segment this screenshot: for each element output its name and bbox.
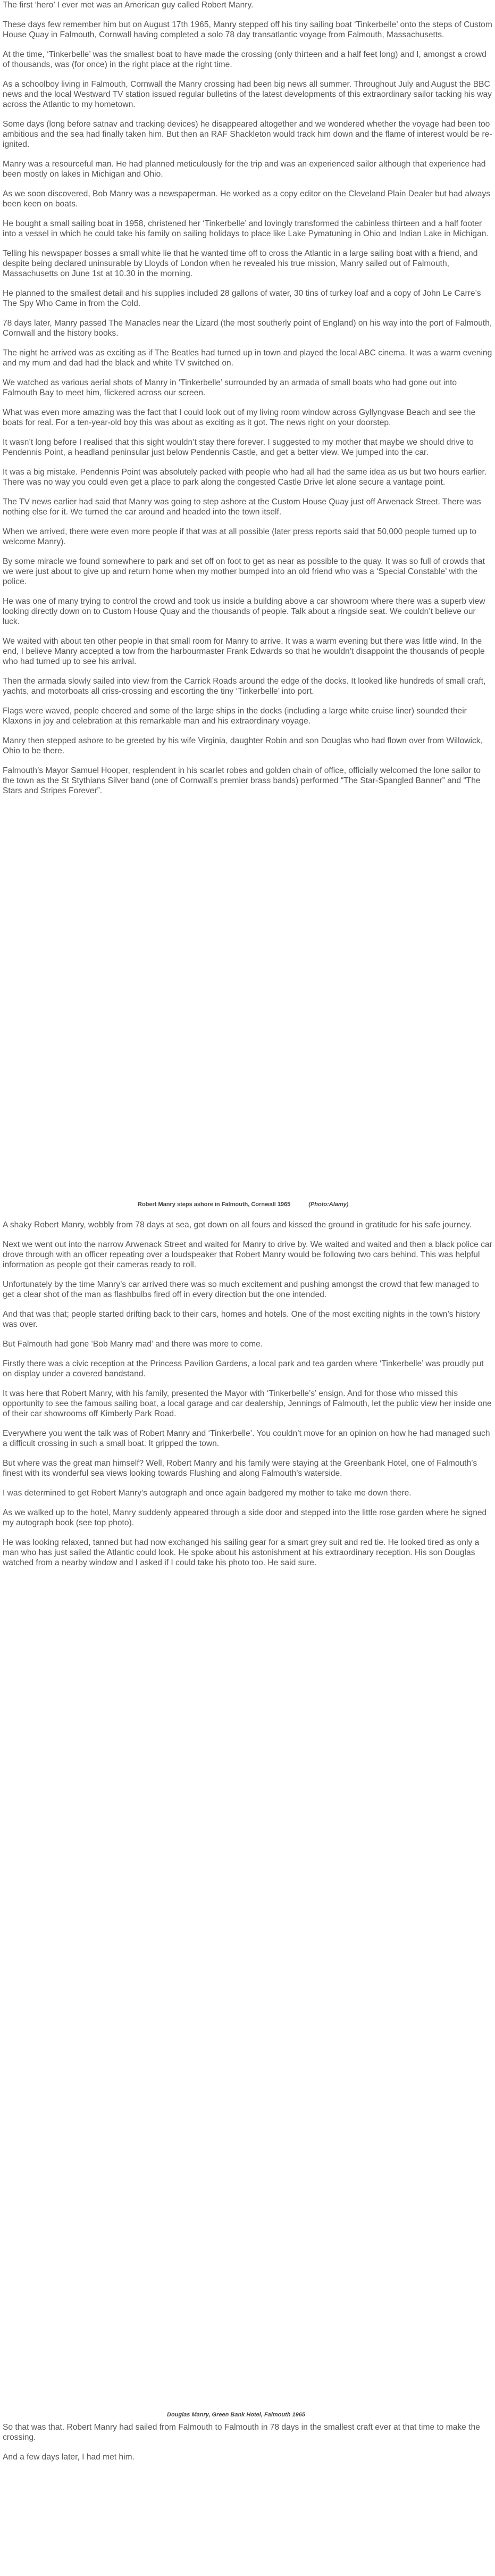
article-section-1 [0, 0, 495, 805]
paragraph: But Falmouth had gone ‘Bob Manry mad’ and there was more to come. [3, 1340, 263, 1349]
paragraph: And that was that; people started drifting back to their cars, homes and hotels. One of the most exciting nights in the town’s history was over. [3, 1310, 480, 1329]
paragraph: The first ‘hero’ I ever met was an American guy called Robert Manry. [3, 1, 254, 10]
paragraph: These days few remember him but on August 17th 1965, Manry stepped off his tiny sailing boat ‘Tinkerbelle’ onto the steps of Custom House Quay in Falmouth, Cornwall having completed a solo 78 day transatlantic voyage from Falmouth, Massachusetts. [3, 20, 492, 39]
paragraph: Unfortunately by the time Manry’s car arrived there was so much excitement and pushing amongst the crowd that few managed to get a clear shot of the man as flashbulbs fired off in every direction but the one intended. [3, 1280, 479, 1299]
paragraph: Manry then stepped ashore to be greeted by his wife Virginia, daughter Robin and son Douglas who had flown over from Willowick, Ohio to be there. [3, 736, 483, 755]
paragraph: Next we went out into the narrow Arwenack Street and waited for Manry to drive by. We waited and waited and then a black police car drove through with an officer repeating over a loudspeaker that Robert Manry would be following two cars behind. This was helpful information as people got their cameras ready to roll. [3, 1240, 492, 1269]
paragraph: We waited with about ten other people in that small room for Manry to arrive. It was a warm evening but there was little wind. In the end, I believe Manry accepted a tow from the harbourmaster Frank Edwards so that he wouldn’t disappoint the thousands of people who had turned up to see his arrival. [3, 637, 485, 666]
article-section-3 [0, 2422, 495, 2472]
paragraph: We watched as various aerial shots of Manry in ‘Tinkerbelle’ surrounded by an armada of small boats who had gone out into Falmouth Bay to meet him, flickered across our screen. [3, 378, 457, 397]
paragraph: What was even more amazing was the fact that I could look out of my living room window across Gyllyngvase Beach and see the boats for real. For a ten-year-old boy this was about as exciting as it got. The news right on your doorstep. [3, 408, 476, 427]
article-section-2 [0, 1220, 495, 1577]
paragraph: But where was the great man himself? Well, Robert Manry and his family were staying at the Greenbank Hotel, one of Falmouth’s finest with its wonderful sea views looking towards Flushing and along Falmouth’s waterside. [3, 1459, 477, 1478]
paragraph: 78 days later, Manry passed The Manacles near the Lizard (the most southerly point of England) on his way into the port of Falmouth, Cornwall and the history books. [3, 319, 492, 338]
paragraph: Then the armada slowly sailed into view from the Carrick Roads around the edge of the docks. It looked like hundreds of small craft, yachts, and motorboats all criss-crossing and escorting the tiny ‘Tinkerbelle’ into port. [3, 677, 486, 696]
paragraph: By some miracle we found somewhere to park and set off on foot to get as near as possible to the quay. It was so full of crowds that we were just about to give up and return home when my mother bumped into an old friend who was a ‘Special Constable’ with the police. [3, 557, 485, 586]
paragraph: At the time, ‘Tinkerbelle’ was the smallest boat to have made the crossing (only thirteen and a half feet long) and I, amongst a crowd of thousands, was (for once) in the right place at the right time. [3, 50, 486, 69]
paragraph: He planned to the smallest detail and his supplies included 28 gallons of water, 30 tins of turkey loaf and a copy of John Le Carre’s The Spy Who Came in from the Cold. [3, 289, 481, 308]
paragraph: Everywhere you went the talk was of Robert Manry and ‘Tinkerbelle’. You couldn’t move for an opinion on how he had managed such a difficult crossing in such a small boat. It gripped the town. [3, 1429, 490, 1448]
photo-manry-ashore [0, 947, 495, 1197]
paragraph: Manry was a resourceful man. He had planned meticulously for the trip and was an experienced sailor although that experience had been mostly on lakes in Michigan and Ohio. [3, 160, 486, 179]
paragraph: The TV news earlier had said that Manry was going to step ashore at the Custom House Quay just off Arwenack Street. There was nothing else for it. We turned the car around and headed into the town itself. [3, 497, 481, 517]
paragraph: As a schoolboy living in Falmouth, Cornwall the Manry crossing had been big news all summer. Throughout July and August the BBC news and the local Westward TV station issued regular bulletins of the latest developments of this extraordinary sailor tacking his way across the Atlantic to my hometown. [3, 80, 492, 109]
photo-caption [138, 1201, 348, 1208]
paragraph: The night he arrived was as exciting as if The Beatles had turned up in town and played the local ABC cinema. It was a warm evening and my mum and dad had the black and white TV switched on. [3, 348, 492, 368]
paragraph: He was one of many trying to control the crowd and took us inside a building above a car showroom where there was a superb view looking directly down on to Custom House Quay and the thousands of people. Talk about a ringside seat. We couldn’t believe our luck. [3, 597, 485, 626]
paragraph: Firstly there was a civic reception at the Princess Pavilion Gardens, a local park and tea garden where ‘Tinkerbelle’ was proudly put on display under a covered bandstand. [3, 1359, 484, 1378]
paragraph: When we arrived, there were even more people if that was at all possible (later press reports said that 50,000 people turned up to welcome Manry). [3, 527, 477, 546]
paragraph: It was a big mistake. Pendennis Point was absolutely packed with people who had all had the same idea as us but two hours earlier. There was no way you could even get a place to park along the congested Castle Drive let alone secure a vantage point. [3, 468, 487, 487]
paragraph: As we walked up to the hotel, Manry suddenly appeared through a side door and stepped into the little rose garden where he signed my autograph book (see top photo). [3, 1508, 487, 1527]
photo-credit: (Photo:Alamy) [308, 1201, 349, 1208]
paragraph: As we soon discovered, Bob Manry was a newspaperman. He worked as a copy editor on the Cleveland Plain Dealer but had always been keen on boats. [3, 189, 491, 209]
paragraph: So that was that. Robert Manry had sailed from Falmouth to Falmouth in 78 days in the smallest craft ever at that time to make the crossing. [3, 2423, 480, 2442]
paragraph: A shaky Robert Manry, wobbly from 78 days at sea, got down on all fours and kissed the ground in gratitude for his safe journey. [3, 1220, 472, 1229]
paragraph: He bought a small sailing boat in 1958, christened her ‘Tinkerbelle’ and lovingly transformed the cabinless thirteen and a half footer into a vessel in which he could take his family on sailing holidays to place like Lake Pymatuning in Ohio and Indian Lake in Michigan. [3, 219, 489, 238]
paragraph: Some days (long before satnav and tracking devices) he disappeared altogether and we wondered whether the voyage had been too ambitious and the sea had finally taken him. But then an RAF Shackleton would track him down and the flame of interest would be re-ignited. [3, 120, 492, 149]
paragraph: Flags were waved, people cheered and some of the large ships in the docks (including a large white cruise liner) sounded their Klaxons in joy and celebration at this remarkable man and his extraordinary voyage. [3, 707, 467, 726]
caption-text: Douglas Manry, Green Bank Hotel, Falmouth 1965 [167, 2412, 305, 2418]
paragraph: And a few days later, I had met him. [3, 2453, 135, 2462]
paragraph: I was determined to get Robert Manry’s autograph and once again badgered my mother to take me down there. [3, 1489, 412, 1498]
paragraph: Falmouth’s Mayor Samuel Hooper, resplendent in his scarlet robes and golden chain of office, officially welcomed the lone sailor to the town as the St Stythians Silver band (one of Cornwall’s premier brass bands) performed “The Star-Spangled Banner” and “The Stars and Stripes Forever”. [3, 766, 481, 795]
photo-caption [167, 2412, 305, 2418]
paragraph: It was here that Robert Manry, with his family, presented the Mayor with ‘Tinkerbelle’s’ ensign. And for those who missed this opportunity to see the famous sailing boat, a local garage and car dealership, Jennings of Falmouth, let the public view her inside one of their car showrooms off Kimberly Park Road. [3, 1389, 492, 1418]
paragraph: It wasn’t long before I realised that this sight wouldn’t stay there forever. I suggested to my mother that maybe we should drive to Pendennis Point, a headland peninsular just below Pendennis Castle, and get a better view. We jumped into the car. [3, 438, 474, 457]
paragraph: Telling his newspaper bosses a small white lie that he wanted time off to cross the Atlantic in a large sailing boat with a friend, and despite being declared uninsurable by Lloyds of London when he revealed his true mission, Manry sailed out of Falmouth, Massachusetts on June 1st at 10.30 in the morning. [3, 249, 478, 278]
paragraph: He was looking relaxed, tanned but had now exchanged his sailing gear for a smart grey suit and red tie. He looked tired as only a man who has just sailed the Atlantic could look. He spoke about his astonishment at his extraordinary reception. His son Douglas watched from a nearby window and I asked if I could take his photo too. He said sure. [3, 1538, 480, 1567]
caption-text: Robert Manry steps ashore in Falmouth, Cornwall 1965 [138, 1201, 291, 1208]
